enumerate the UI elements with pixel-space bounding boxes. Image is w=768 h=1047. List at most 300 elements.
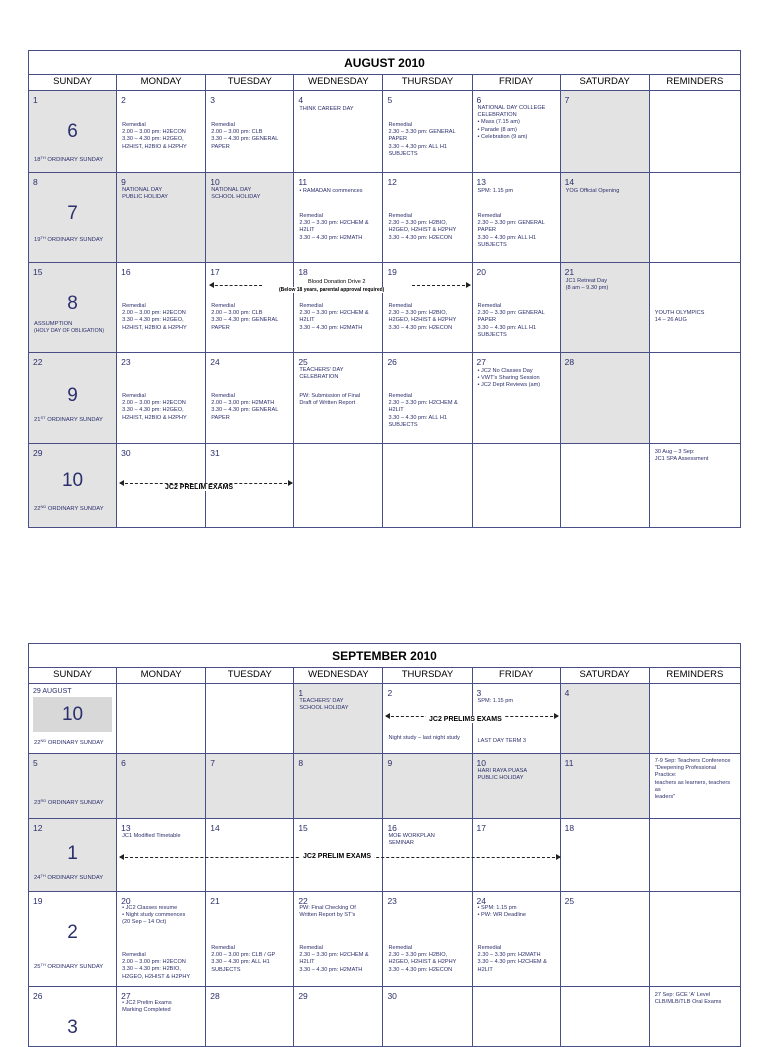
note-line: 2.30 – 3.30 pm: H2CHEM & [299,220,369,227]
note-line: Remedial [299,213,323,219]
day-cell[interactable] [29,892,117,987]
event-top-note [478,698,557,705]
note-line: 2.00 – 3.00 pm: CLB / GP [211,952,276,959]
note-line: 3.30 – 4.30 pm: ALL H1 [211,959,270,966]
note-line: 2.30 – 3.30 pm: H2MATH [477,952,541,959]
day-cell[interactable] [560,684,649,754]
day-cell[interactable] [472,754,560,819]
week-number: 8 [67,293,78,314]
event-note [122,1000,202,1014]
note-line: THINK CAREER DAY [299,106,354,112]
day-cell[interactable] [294,892,383,987]
day-cell[interactable] [29,353,117,444]
note-line: TEACHERS' DAY [299,698,344,704]
day-number: 12 [387,177,397,187]
day-cell[interactable] [117,91,206,173]
day-cell[interactable] [294,91,383,173]
note-line: • VWT's Sharing Session [477,375,540,382]
note-line: H2GEO, H2HIST & H2PHY [388,317,457,324]
event-note [478,368,557,390]
note-line: SUBJECTS [477,331,507,338]
reminder-cell [649,91,740,173]
day-cell[interactable] [560,819,649,892]
note-line: Remedial [122,303,146,309]
day-number: 7 [210,758,215,768]
event-note [478,768,557,782]
day-cell[interactable] [29,263,117,353]
event-note [211,122,290,151]
event-top-note [299,367,379,381]
day-number: 5 [33,758,38,768]
day-cell[interactable] [294,684,383,754]
note-line: Remedial [388,213,413,219]
day-number: 4 [564,688,570,698]
event-note [478,945,557,974]
day-header-sunday: SUNDAY [29,75,117,91]
week-number: 2 [67,922,78,943]
note-line: Remedial [388,303,413,309]
note-line: H2LIT [477,966,493,973]
note-line: Remedial [299,303,323,309]
note-line: Remedial [211,945,235,951]
note-line: SCHOOL HOLIDAY [211,194,261,201]
note-line: (20 Sep – 14 Oct) [122,919,167,926]
day-cell[interactable] [117,987,206,1047]
day-cell[interactable] [383,173,472,263]
event-note [566,188,646,195]
day-number: 2 [387,688,393,698]
note-line: 3.30 – 4.30 pm: GENERAL [211,407,279,414]
event-note [388,945,468,974]
note-line: Marking Completed [122,1007,171,1014]
note-line: 3.30 – 4.30 pm: GENERAL [211,136,279,143]
note-line: 2.00 – 3.00 pm: H2ECON [122,310,186,317]
note-line: 3.30 – 4.30 pm: H2ECON [388,324,453,331]
note-line: PAPER [477,317,497,324]
day-header-thursday: THURSDAY [383,75,472,91]
event-note [122,393,202,422]
note-line: 2.30 – 3.30 pm: H2CHEM & [299,310,369,317]
day-number: 4 [298,95,304,105]
week-number: 9 [67,385,78,406]
note-line: 3.30 – 4.30 pm: H2MATH [299,324,363,331]
note-line: PUBLIC HOLIDAY [122,194,169,201]
event-note [299,303,379,332]
day-header-reminders: REMINDERS [649,668,740,684]
day-cell[interactable] [206,91,294,173]
empty-cell [383,444,472,528]
day-cell[interactable] [294,987,383,1047]
note-line: • Parade (8 am) [477,126,517,133]
day-cell[interactable] [117,892,206,987]
note-line: CELEBRATION [477,112,517,119]
note-line: Remedial [211,303,235,309]
note-line: PAPER [211,143,230,150]
note-line: H2LIT [299,959,315,966]
event-note [211,303,290,332]
day-number: 13 [476,177,487,187]
note-line: 3.30 – 4.30 pm: H2MATH [299,966,363,973]
prelim-exams-label: JC2 PRELIM EXAMS [300,853,374,860]
day-number: 29 [298,991,308,1001]
note-line: Written Report by ST's [299,912,356,919]
ordinary-sunday: 21ST ORDINARY SUNDAY [34,415,103,423]
note-line: 2.00 – 3.00 pm: CLB [211,310,263,317]
day-cell[interactable] [206,819,294,892]
note-line: SUBJECTS [477,241,507,248]
event-note [299,106,379,113]
note-line: (8 am – 9.30 pm) [565,285,609,292]
note-line: 2.30 – 3.30 pm: H2BIO, [388,310,448,317]
day-header-saturday: SATURDAY [560,668,649,684]
day-number: 10 [210,177,220,187]
event-note [478,105,557,141]
note-line: Remedial [299,945,323,951]
event-note [211,187,290,201]
day-number: 15 [33,267,43,277]
note-line: 2.30 – 3.30 pm: GENERAL [388,129,456,136]
day-cell[interactable] [117,754,206,819]
note-line: SUBJECTS [388,150,418,157]
day-number: 5 [387,95,393,105]
note-line: 2.00 – 3.00 pm: H2ECON [122,400,186,407]
day-number: 19 [33,896,43,906]
note-line: Remedial [388,393,413,399]
day-header-sunday: SUNDAY [29,668,117,684]
day-number: 16 [387,823,397,833]
note-line: NATIONAL DAY COLLEGE [477,105,546,111]
empty-cell [560,444,649,528]
note-line: • SPM: 1.15 pm [477,905,517,911]
day-number: 2 [121,95,126,105]
note-line: CELEBRATION [299,374,339,381]
day-number: 6 [476,95,482,105]
note-line: 3.30 – 4.30 pm: H2ECON [388,966,453,973]
note-line: 3.30 – 4.30 pm: ALL H1 [388,143,448,150]
blood-drive-note: (Below 18 years, parental approval required) [276,287,387,293]
note-line: JC1 Retreat Day [565,278,608,284]
day-number: 19 [387,267,397,277]
reminder-cell [649,684,740,754]
day-cell[interactable] [472,892,560,987]
event-note [388,833,468,847]
day-number: 23 [121,357,131,367]
week-number: 6 [67,121,78,142]
event-note [122,833,202,840]
day-cell[interactable] [560,91,649,173]
event-top-note [478,905,557,919]
note-line: 2.30 – 3.30 pm: H2BIO, [388,220,448,227]
day-number: 26 [387,357,397,367]
note-line: MOE WORKPLAN [388,833,435,839]
event-note [299,393,379,407]
reminder-note [655,310,737,324]
day-cell[interactable] [117,263,206,353]
day-cell[interactable] [117,353,206,444]
note-line: 27 Sep: GCE 'A' Level [654,992,711,998]
event-note [122,952,202,981]
day-cell[interactable] [383,754,472,819]
day-number: 28 [564,357,575,367]
note-line: Draft of Written Report [299,400,356,407]
day-cell[interactable] [560,353,649,444]
day-cell[interactable] [206,987,294,1047]
day-cell[interactable] [472,353,560,444]
note-line: Remedial [477,303,502,309]
reminder-note [655,758,737,801]
reminder-cell [649,444,740,528]
day-header-wednesday: WEDNESDAY [294,668,383,684]
reminder-cell [649,353,740,444]
day-cell[interactable] [560,263,649,353]
event-note [211,945,290,974]
note-line: SUBJECTS [388,421,418,428]
note-line: Remedial [477,945,502,951]
note-line: 3.30 – 4.30 pm: H2GEO, [122,407,184,414]
note-line: NATIONAL DAY [211,187,252,193]
note-line: 2.30 – 3.30 pm: H2CHEM & [388,400,458,407]
day-header-friday: FRIDAY [472,668,560,684]
day-cell[interactable] [383,91,472,173]
note-line: PW: Submission of Final [299,393,361,399]
day-number: 17 [476,823,487,833]
event-top-note [299,188,379,195]
day-cell[interactable] [294,754,383,819]
day-cell[interactable] [560,173,649,263]
day-number: 14 [210,823,220,833]
day-cell[interactable] [472,173,560,263]
note-line: SPM: 1.15 pm [477,188,513,194]
empty-cell [472,987,560,1047]
day-number: 21 [564,267,575,277]
event-note [299,213,379,242]
day-number: 1 [298,688,304,698]
day-number: 11 [564,758,574,768]
day-cell[interactable] [383,987,472,1047]
note-line: 3.30 – 4.30 pm: H2MATH [299,234,363,241]
note-line: teachers as learners, teachers as [654,779,731,793]
note-line: Remedial [211,393,235,399]
blood-drive-arrow-right [412,285,470,293]
note-line: LAST DAY TERM 3 [477,738,526,744]
september-calendar [28,643,741,1047]
day-header-friday: FRIDAY [472,75,560,91]
note-line: 3.30 – 4.30 pm: ALL H1 [388,414,448,421]
note-line: SCHOOL HOLIDAY [299,705,349,712]
day-cell[interactable] [294,173,383,263]
note-line: 14 – 26 AUG [654,317,687,324]
week-number: 10 [61,704,84,725]
note-line: Remedial [122,952,146,958]
blood-drive-label: Blood Donation Drive 2 [305,279,369,285]
note-line: • JC2 No Classes Day [477,368,533,374]
event-note [566,278,646,292]
day-number: 29 AUGUST [33,688,72,695]
week-number: 10 [61,470,84,491]
day-cell[interactable] [206,173,294,263]
note-line: 3.30 – 4.30 pm: H2BIO, [122,966,181,973]
event-note [388,303,468,332]
note-line: PAPER [211,324,230,331]
note-line: 3.30 – 4.30 pm: H2ECON [388,234,453,241]
week-number: 7 [67,203,78,224]
day-number: 8 [33,177,38,187]
day-number: 29 [33,448,43,458]
event-top-note [122,905,202,927]
day-cell[interactable] [206,353,294,444]
month-title: AUGUST 2010 [29,51,741,75]
note-line: NATIONAL DAY [122,187,163,193]
note-line: 3.30 – 4.30 pm: H2GEO, [122,136,184,143]
day-number: 22 [33,357,43,367]
day-number: 18 [564,823,575,833]
day-cell[interactable] [560,754,649,819]
day-number: 26 [33,991,43,1001]
event-note [122,122,202,151]
reminder-cell [649,987,740,1047]
day-number: 24 [476,896,487,906]
day-cell[interactable] [472,263,560,353]
note-line: HARI RAYA PUASA [477,768,528,774]
day-cell[interactable] [383,892,472,987]
reminder-cell [649,263,740,353]
note-line: PAPER [477,227,497,234]
day-number: 27 [476,357,487,367]
event-top-note [299,905,379,919]
event-note [478,303,557,339]
month-title: SEPTEMBER 2010 [29,644,741,668]
note-line: Remedial [477,213,502,219]
day-cell[interactable] [294,263,383,353]
note-line: CLB/MLB/TLB Oral Exams [654,999,722,1006]
event-note [478,213,557,249]
day-cell[interactable] [206,263,294,353]
day-cell[interactable] [560,892,649,987]
holy-day-title: ASSUMPTION [34,321,73,327]
note-line: YOUTH OLYMPICS [654,310,705,316]
day-cell[interactable] [472,819,560,892]
note-line: PUBLIC HOLIDAY [477,775,524,782]
note-line: H2HIST, H2BIO & H2PHY [122,414,187,421]
day-cell[interactable] [29,173,117,263]
reminder-note [655,449,737,463]
note-line: 3.30 – 4.30 pm: GENERAL [211,317,279,324]
prelim-exams-label: JC2 PRELIM EXAMS [162,484,236,491]
day-header-saturday: SATURDAY [560,75,649,91]
note-line: Night study – last night study [388,735,460,741]
ordinary-sunday: 25TH ORDINARY SUNDAY [34,962,104,970]
day-number: 15 [298,823,308,833]
empty-cell [472,444,560,528]
day-number: 10 [476,758,487,768]
event-note [388,393,468,429]
empty-cell [560,987,649,1047]
day-number: 20 [476,267,487,277]
note-line: H2LIT [388,407,404,414]
note-line: H2GEO, H2HIST & H2PHY [388,959,457,966]
note-line: 3.30 – 4.30 pm: ALL H1 [477,234,537,241]
day-number: 6 [121,758,126,768]
day-cell[interactable] [29,444,117,528]
note-line: Remedial [122,393,146,399]
ordinary-sunday: 22ND ORDINARY SUNDAY [34,738,104,746]
note-line: H2GEO, H2HIST & H2PHY [122,973,191,980]
day-header-monday: MONDAY [117,75,206,91]
note-line: • JC2 Classes resume [122,905,178,911]
note-line: 2.00 – 3.00 pm: H2MATH [211,400,275,407]
event-note [388,735,468,742]
day-cell[interactable] [29,684,117,754]
event-note [478,738,557,745]
day-number: 27 [121,991,131,1001]
note-line: SPM: 1.15 pm [477,698,513,704]
note-line: 2.00 – 3.00 pm: H2ECON [122,959,186,966]
day-cell[interactable] [29,987,117,1047]
note-line: 2.30 – 3.30 pm: H2CHEM & [299,952,369,959]
day-cell[interactable] [29,754,117,819]
note-line: 3.30 – 4.30 pm: H2GEO, [122,317,184,324]
note-line: JC1 SPA Assessment [654,456,709,463]
note-line: Remedial [388,945,413,951]
day-cell[interactable] [294,353,383,444]
note-line: H2LIT [299,317,315,324]
day-number: 30 [121,448,131,458]
event-note [299,698,379,712]
note-line: • RAMADAN commences [299,188,363,194]
day-cell[interactable] [206,754,294,819]
note-line: Remedial [388,122,413,128]
day-cell[interactable] [117,819,206,892]
event-top-note [478,188,557,195]
day-cell[interactable] [206,892,294,987]
week-number: 1 [67,843,78,864]
day-cell[interactable] [383,819,472,892]
day-number: 16 [121,267,131,277]
note-line: PW: Final Checking Of [299,905,356,911]
note-line: "Deepening Professional Practice: [654,765,717,779]
day-cell[interactable] [29,91,117,173]
day-number: 7 [564,95,570,105]
event-note [211,393,290,422]
week-number: 3 [67,1017,78,1038]
event-note [299,945,379,974]
note-line: 3.30 – 4.30 pm: H2CHEM & [477,959,547,966]
day-cell[interactable] [117,173,206,263]
day-cell[interactable] [472,91,560,173]
reminder-cell [649,173,740,263]
day-number: 13 [121,823,131,833]
note-line: JC1 Modified Timetable [122,833,181,839]
note-line: Remedial [211,122,235,128]
day-cell[interactable] [383,263,472,353]
empty-cell [294,444,383,528]
event-note [388,213,468,242]
note-line: H2HIST, H2BIO & H2PHY [122,324,187,331]
day-number: 21 [210,896,220,906]
day-number: 12 [33,823,43,833]
holy-day-note: (HOLY DAY OF OBLIGATION) [34,328,105,334]
day-header-tuesday: TUESDAY [206,75,294,91]
day-number: 30 [387,991,397,1001]
ordinary-sunday: 19TH ORDINARY SUNDAY [34,235,104,243]
day-cell[interactable] [383,353,472,444]
note-line: 7-9 Sep: Teachers Conference [654,758,731,764]
day-cell[interactable] [29,819,117,892]
reminder-note [655,992,737,1006]
note-line: • Night study commences [122,912,186,919]
day-number: 18 [298,267,308,277]
day-header-reminders: REMINDERS [649,75,740,91]
